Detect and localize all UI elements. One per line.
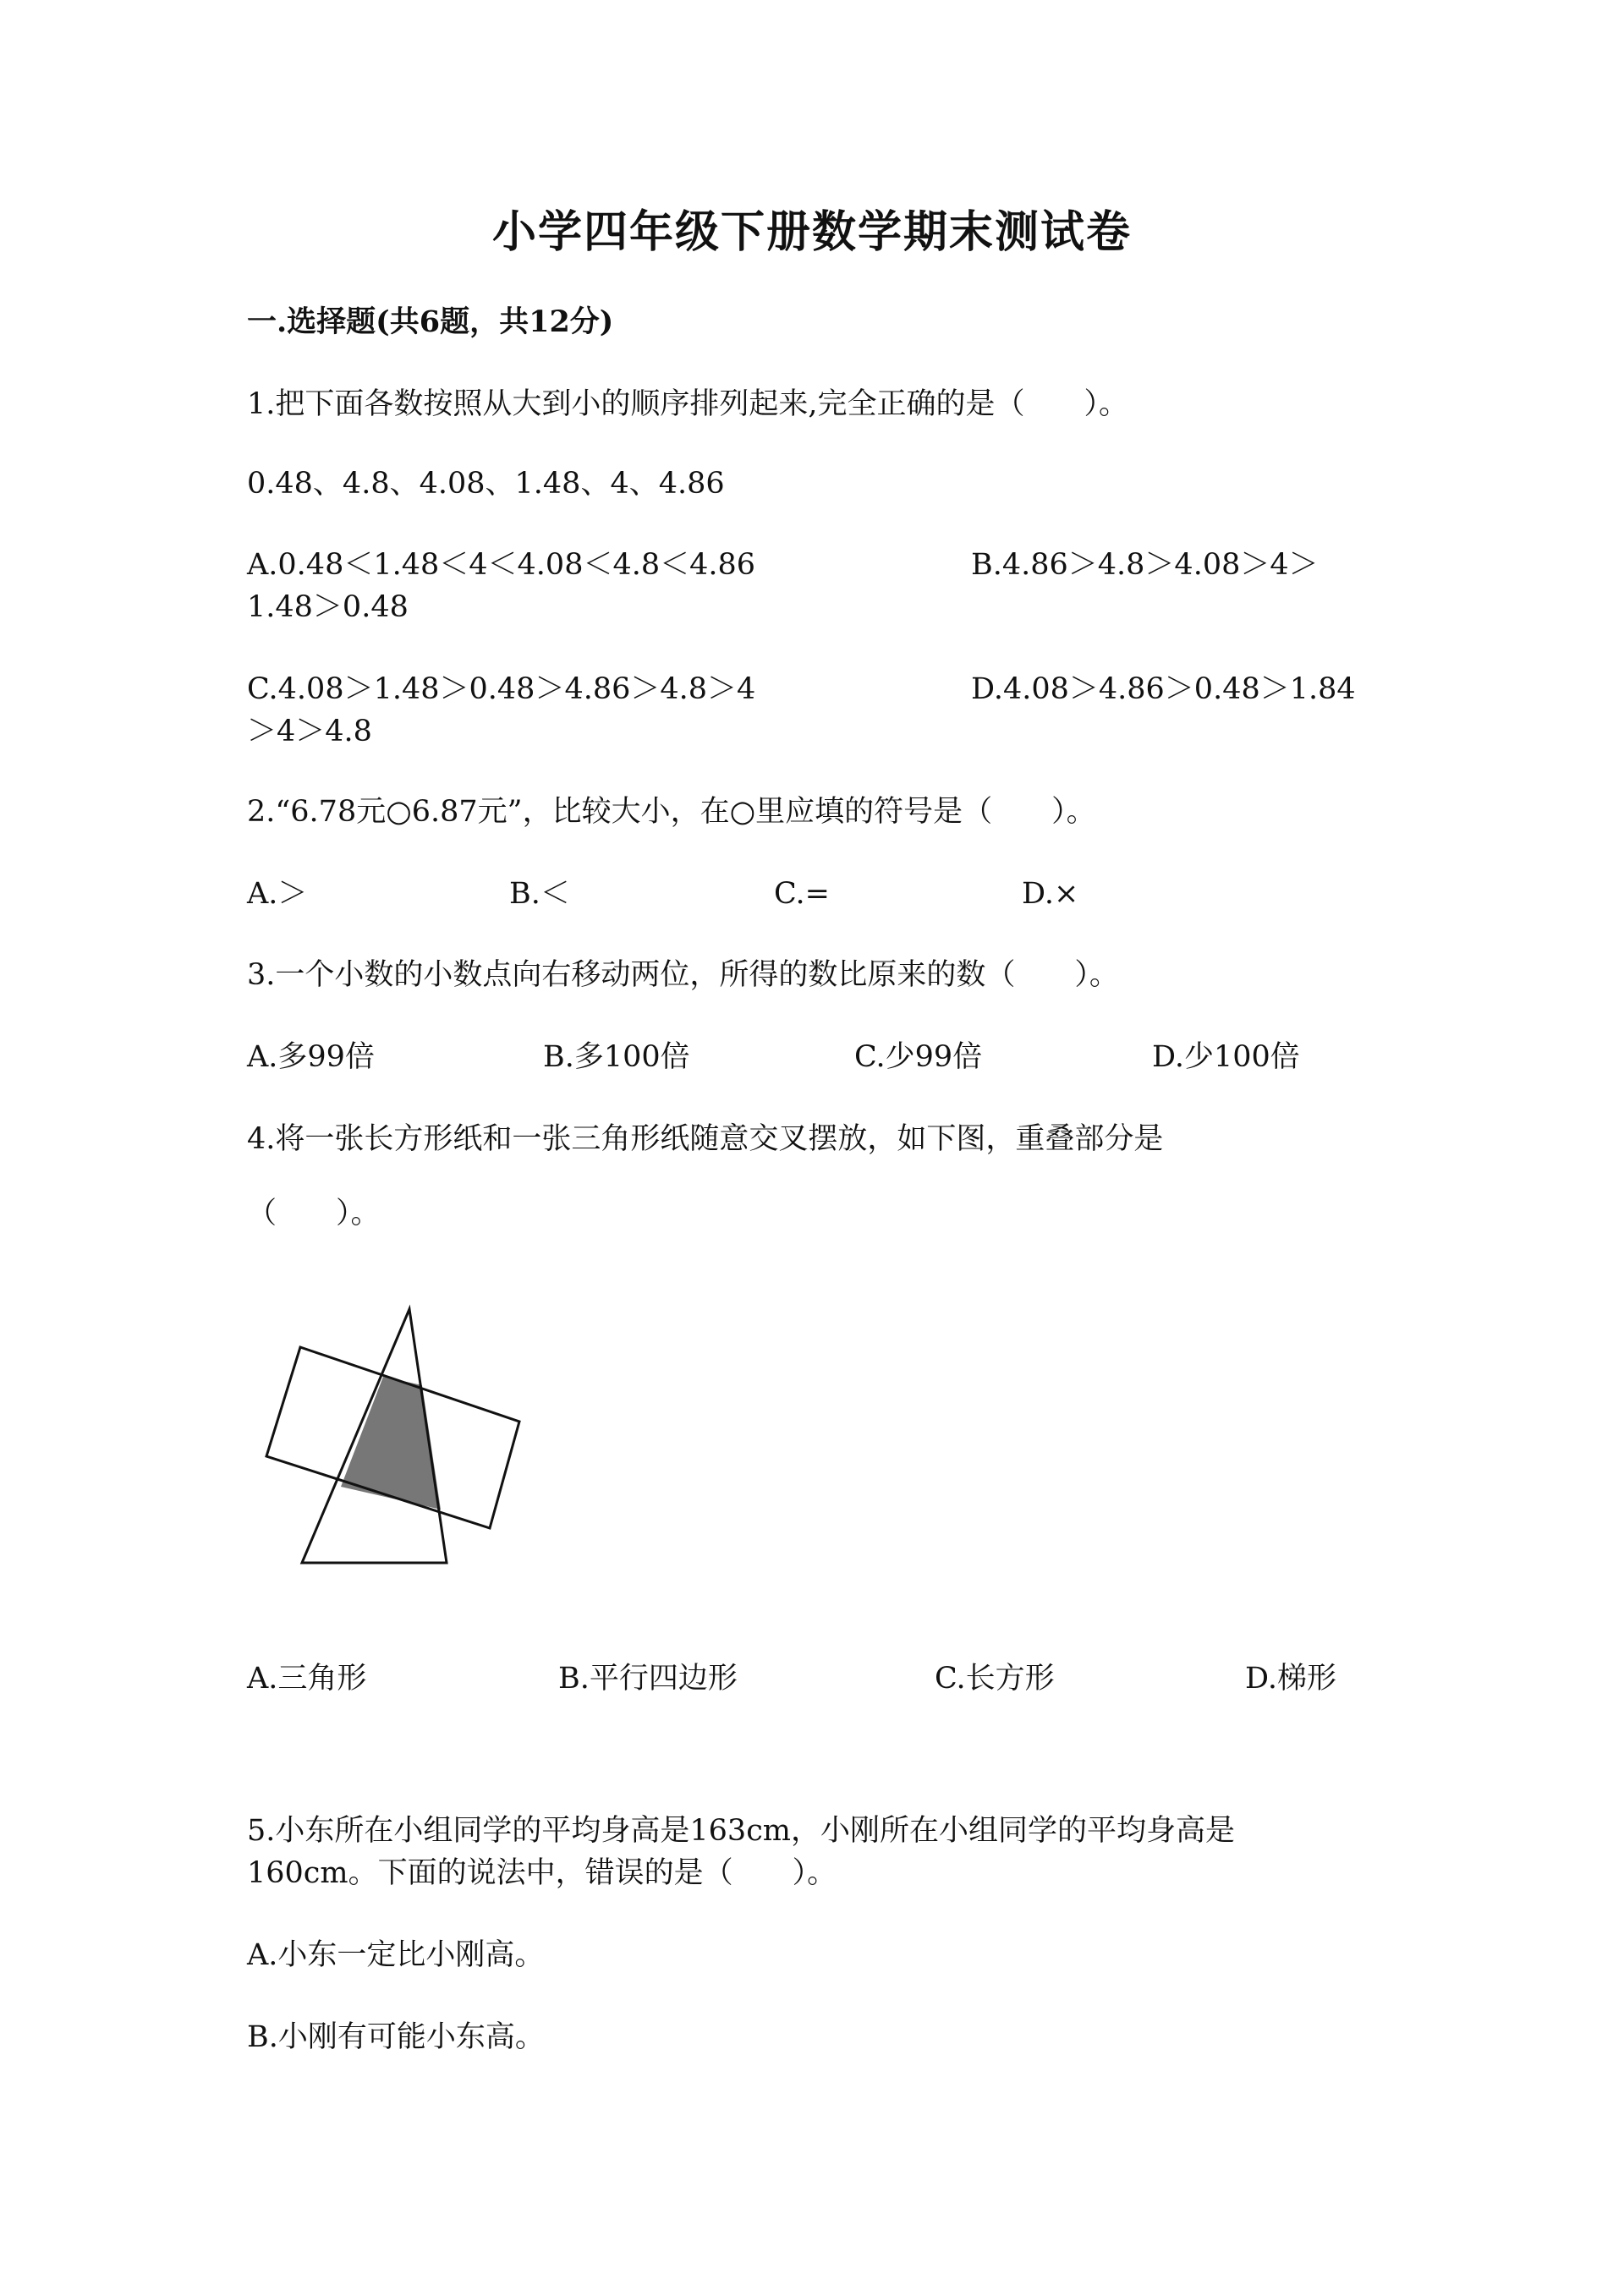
- question-1-option-d[interactable]: D.4.08＞4.86＞0.48＞1.84: [971, 672, 1356, 706]
- question-4-option-a[interactable]: A.三角形: [247, 1662, 367, 1696]
- question-4-stem-continued: （ ）。: [247, 1197, 381, 1230]
- question-3-option-d[interactable]: D.少100倍: [1152, 1040, 1300, 1074]
- question-2-option-a[interactable]: A.＞: [247, 877, 308, 911]
- question-2-option-b[interactable]: B.＜: [509, 877, 570, 911]
- question-1-option-b-continued: 1.48＞0.48: [247, 590, 409, 624]
- question-3-stem: 3.一个小数的小数点向右移动两位，所得的数比原来的数（ ）。: [247, 958, 1119, 992]
- question-4-option-d[interactable]: D.梯形: [1245, 1662, 1336, 1696]
- question-1-option-b[interactable]: B.4.86＞4.8＞4.08＞4＞: [971, 548, 1319, 582]
- question-1-option-d-continued: ＞4＞4.8: [247, 715, 372, 748]
- question-2-stem: 2.“6.78元○6.87元”，比较大小，在○里应填的符号是（ ）。: [247, 795, 1096, 829]
- question-1-stem: 1.把下面各数按照从大到小的顺序排列起来,完全正确的是（ ）。: [247, 387, 1129, 421]
- question-3-option-b[interactable]: B.多100倍: [543, 1040, 690, 1074]
- question-4-option-b[interactable]: B.平行四边形: [558, 1662, 738, 1696]
- question-1-option-c[interactable]: C.4.08＞1.48＞0.48＞4.86＞4.8＞4: [247, 672, 756, 706]
- section-heading: 一.选择题(共6题，共12分): [247, 304, 614, 339]
- question-4-stem: 4.将一张长方形纸和一张三角形纸随意交叉摆放，如下图，重叠部分是: [247, 1122, 1164, 1156]
- overlap-figure: [258, 1302, 537, 1581]
- question-5-option-a[interactable]: A.小东一定比小刚高。: [247, 1938, 545, 1972]
- overlap-region: [341, 1377, 441, 1510]
- question-2-option-c[interactable]: C.=: [774, 877, 830, 911]
- question-3-option-a[interactable]: A.多99倍: [247, 1040, 375, 1074]
- page-title: 小学四年级下册数学期末测试卷: [491, 206, 1132, 258]
- question-3-option-c[interactable]: C.少99倍: [854, 1040, 983, 1074]
- question-5-option-b[interactable]: B.小刚有可能小东高。: [247, 2020, 545, 2054]
- question-5-stem-continued: 160cm。下面的说法中，错误的是（ ）。: [247, 1856, 837, 1890]
- question-1-option-a[interactable]: A.0.48＜1.48＜4＜4.08＜4.8＜4.86: [247, 548, 756, 582]
- question-2-option-d[interactable]: D.×: [1022, 877, 1079, 911]
- question-1-numbers: 0.48、4.8、4.08、1.48、4、4.86: [247, 467, 725, 501]
- question-4-option-c[interactable]: C.长方形: [935, 1662, 1055, 1696]
- question-5-stem: 5.小东所在小组同学的平均身高是163cm，小刚所在小组同学的平均身高是: [247, 1814, 1235, 1848]
